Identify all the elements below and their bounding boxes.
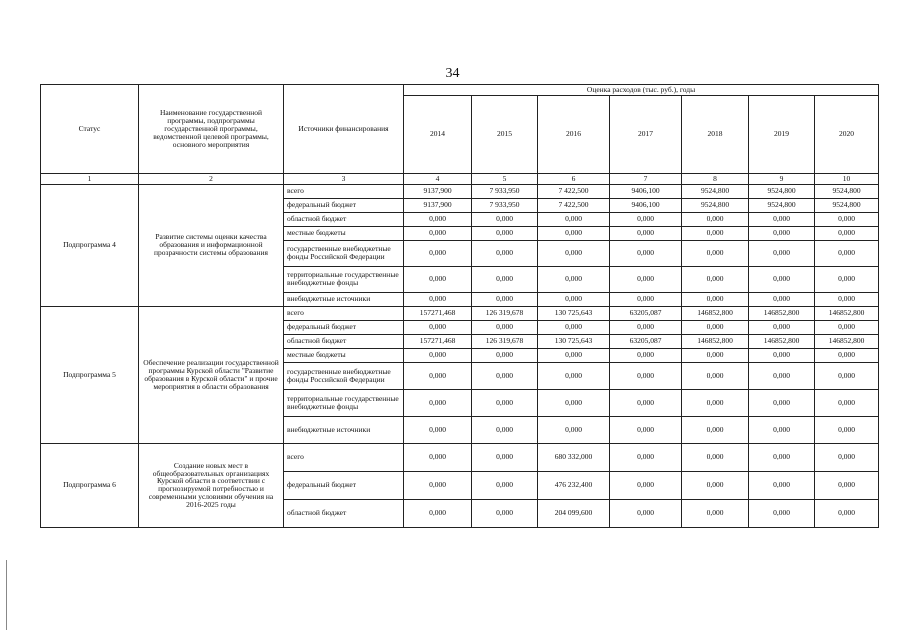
expense-value: 9137,900 xyxy=(404,184,472,198)
funding-source: внебюджетные источники xyxy=(284,416,404,443)
expense-value: 0,000 xyxy=(749,362,815,389)
header-status: Статус xyxy=(41,85,139,174)
expense-value: 9137,900 xyxy=(404,198,472,212)
expense-value: 146852,800 xyxy=(815,306,879,320)
column-index: 9 xyxy=(749,173,815,184)
header-funding-sources: Источники финансирования xyxy=(284,85,404,174)
expense-value: 0,000 xyxy=(404,292,472,306)
expense-value: 0,000 xyxy=(472,266,538,292)
funding-source: территориальные государственные внебюджетные фонды xyxy=(284,266,404,292)
expense-value: 0,000 xyxy=(472,292,538,306)
expense-value: 9524,800 xyxy=(749,184,815,198)
expense-value: 0,000 xyxy=(682,240,749,266)
expense-value: 7 933,950 xyxy=(472,198,538,212)
expense-value: 0,000 xyxy=(749,416,815,443)
expense-value: 0,000 xyxy=(815,416,879,443)
expense-value: 0,000 xyxy=(404,320,472,334)
expense-value: 0,000 xyxy=(682,471,749,499)
expense-value: 0,000 xyxy=(815,226,879,240)
expense-value: 0,000 xyxy=(404,499,472,527)
expense-value: 130 725,643 xyxy=(538,334,610,348)
funding-source: областной бюджет xyxy=(284,334,404,348)
expense-value: 9406,100 xyxy=(610,184,682,198)
expense-value: 0,000 xyxy=(404,416,472,443)
expense-value: 0,000 xyxy=(815,212,879,226)
expense-value: 0,000 xyxy=(682,292,749,306)
expense-value: 157271,468 xyxy=(404,306,472,320)
expense-value: 0,000 xyxy=(610,320,682,334)
table-row xyxy=(41,306,879,320)
expense-value: 0,000 xyxy=(749,266,815,292)
header-year: 2016 xyxy=(538,95,610,173)
expense-value: 63205,087 xyxy=(610,306,682,320)
funding-source: федеральный бюджет xyxy=(284,198,404,212)
expense-value: 146852,800 xyxy=(682,334,749,348)
column-index: 5 xyxy=(472,173,538,184)
column-index: 6 xyxy=(538,173,610,184)
subprogram-status: Подпрограмма 6 xyxy=(41,443,139,527)
expense-value: 7 933,950 xyxy=(472,184,538,198)
expense-value: 9524,800 xyxy=(749,198,815,212)
expense-value: 126 319,678 xyxy=(472,306,538,320)
funding-source: областной бюджет xyxy=(284,212,404,226)
expense-value: 0,000 xyxy=(610,443,682,471)
funding-source: федеральный бюджет xyxy=(284,471,404,499)
funding-source: областной бюджет xyxy=(284,499,404,527)
column-index: 8 xyxy=(682,173,749,184)
subprogram-name: Обеспечение реализации государственной программы Курской области "Развитие образования в Курской области" и прочие мероприятия в области образования xyxy=(139,306,284,443)
expense-value: 9524,800 xyxy=(682,184,749,198)
expense-value: 0,000 xyxy=(472,320,538,334)
expense-value: 476 232,400 xyxy=(538,471,610,499)
expense-value: 0,000 xyxy=(815,240,879,266)
expense-value: 146852,800 xyxy=(682,306,749,320)
expense-value: 0,000 xyxy=(404,212,472,226)
expense-value: 9406,100 xyxy=(610,198,682,212)
expense-value: 0,000 xyxy=(538,212,610,226)
expense-value: 126 319,678 xyxy=(472,334,538,348)
expense-value: 0,000 xyxy=(610,416,682,443)
expense-value: 0,000 xyxy=(538,416,610,443)
expense-value: 0,000 xyxy=(472,240,538,266)
subprogram-status: Подпрограмма 4 xyxy=(41,184,139,306)
expense-value: 146852,800 xyxy=(749,306,815,320)
expense-value: 130 725,643 xyxy=(538,306,610,320)
expense-value: 0,000 xyxy=(538,389,610,416)
expense-value: 0,000 xyxy=(749,292,815,306)
expense-value: 7 422,500 xyxy=(538,198,610,212)
budget-table xyxy=(40,84,879,528)
expense-value: 0,000 xyxy=(404,348,472,362)
expense-value: 0,000 xyxy=(472,362,538,389)
expense-value: 0,000 xyxy=(404,266,472,292)
expense-value: 0,000 xyxy=(538,320,610,334)
scan-margin-line xyxy=(6,560,7,630)
expense-value: 0,000 xyxy=(472,348,538,362)
header-program-name: Наименование государственной программы, подпрограммы государственной программы, ведомственной целевой программы, основного мероприятия xyxy=(139,85,284,174)
expense-value: 0,000 xyxy=(404,471,472,499)
expense-value: 0,000 xyxy=(538,266,610,292)
expense-value: 0,000 xyxy=(610,266,682,292)
funding-source: всего xyxy=(284,184,404,198)
expense-value: 0,000 xyxy=(610,348,682,362)
expense-value: 0,000 xyxy=(404,389,472,416)
column-index: 2 xyxy=(139,173,284,184)
table-row xyxy=(41,184,879,198)
header-expense-estimate: Оценка расходов (тыс. руб.), годы xyxy=(404,85,879,96)
expense-value: 0,000 xyxy=(682,443,749,471)
expense-value: 0,000 xyxy=(472,499,538,527)
expense-value: 7 422,500 xyxy=(538,184,610,198)
funding-source: государственные внебюджетные фонды Российской Федерации xyxy=(284,240,404,266)
expense-value: 0,000 xyxy=(815,266,879,292)
page-number: 34 xyxy=(445,66,460,81)
expense-value: 204 099,600 xyxy=(538,499,610,527)
expense-value: 0,000 xyxy=(472,389,538,416)
header-year: 2019 xyxy=(749,95,815,173)
expense-value: 0,000 xyxy=(404,362,472,389)
expense-value: 0,000 xyxy=(815,320,879,334)
expense-value: 0,000 xyxy=(682,226,749,240)
expense-value: 0,000 xyxy=(749,226,815,240)
header-year: 2020 xyxy=(815,95,879,173)
funding-source: государственные внебюджетные фонды Российской Федерации xyxy=(284,362,404,389)
expense-value: 9524,800 xyxy=(815,184,879,198)
funding-source: территориальные государственные внебюджетные фонды xyxy=(284,389,404,416)
expense-value: 0,000 xyxy=(815,348,879,362)
header-year: 2018 xyxy=(682,95,749,173)
expense-value: 0,000 xyxy=(749,499,815,527)
expense-value: 157271,468 xyxy=(404,334,472,348)
expense-value: 0,000 xyxy=(404,240,472,266)
funding-source: местные бюджеты xyxy=(284,348,404,362)
expense-value: 0,000 xyxy=(610,292,682,306)
expense-value: 0,000 xyxy=(815,471,879,499)
expense-value: 9524,800 xyxy=(815,198,879,212)
expense-value: 0,000 xyxy=(682,266,749,292)
table-row xyxy=(41,443,879,471)
expense-value: 0,000 xyxy=(610,240,682,266)
expense-value: 0,000 xyxy=(610,362,682,389)
header-year: 2014 xyxy=(404,95,472,173)
expense-value: 63205,087 xyxy=(610,334,682,348)
column-index: 1 xyxy=(41,173,139,184)
expense-value: 0,000 xyxy=(749,212,815,226)
funding-source: всего xyxy=(284,443,404,471)
header-year: 2017 xyxy=(610,95,682,173)
expense-value: 0,000 xyxy=(538,226,610,240)
expense-value: 0,000 xyxy=(749,443,815,471)
expense-value: 0,000 xyxy=(815,443,879,471)
expense-value: 0,000 xyxy=(472,416,538,443)
expense-value: 0,000 xyxy=(404,226,472,240)
expense-value: 146852,800 xyxy=(749,334,815,348)
subprogram-name: Развитие системы оценки качества образования и информационной прозрачности системы образования xyxy=(139,184,284,306)
column-index: 10 xyxy=(815,173,879,184)
expense-value: 0,000 xyxy=(610,499,682,527)
expense-value: 0,000 xyxy=(472,443,538,471)
expense-value: 0,000 xyxy=(682,416,749,443)
expense-value: 0,000 xyxy=(682,320,749,334)
expense-value: 0,000 xyxy=(610,389,682,416)
expense-value: 0,000 xyxy=(610,212,682,226)
expense-value: 0,000 xyxy=(682,499,749,527)
header-year: 2015 xyxy=(472,95,538,173)
expense-value: 0,000 xyxy=(749,471,815,499)
column-index: 7 xyxy=(610,173,682,184)
expense-value: 0,000 xyxy=(538,348,610,362)
expense-value: 0,000 xyxy=(610,226,682,240)
expense-value: 0,000 xyxy=(749,389,815,416)
expense-value: 0,000 xyxy=(472,212,538,226)
table-body xyxy=(41,184,879,527)
expense-value: 0,000 xyxy=(538,362,610,389)
expense-value: 0,000 xyxy=(682,212,749,226)
funding-source: местные бюджеты xyxy=(284,226,404,240)
expense-value: 0,000 xyxy=(682,348,749,362)
subprogram-name: Создание новых мест в общеобразовательных организациях Курской области в соответствии с прогнозируемой потребностью и современными условиями обучения на 2016-2025 годы xyxy=(139,443,284,527)
expense-value: 0,000 xyxy=(749,348,815,362)
expense-value: 680 332,000 xyxy=(538,443,610,471)
expense-value: 0,000 xyxy=(610,471,682,499)
subprogram-status: Подпрограмма 5 xyxy=(41,306,139,443)
expense-value: 0,000 xyxy=(815,499,879,527)
expense-value: 0,000 xyxy=(538,240,610,266)
expense-value: 0,000 xyxy=(815,389,879,416)
expense-value: 0,000 xyxy=(682,389,749,416)
expense-value: 0,000 xyxy=(682,362,749,389)
column-index: 3 xyxy=(284,173,404,184)
expense-value: 9524,800 xyxy=(682,198,749,212)
expense-value: 0,000 xyxy=(749,320,815,334)
expense-value: 0,000 xyxy=(815,362,879,389)
expense-value: 0,000 xyxy=(538,292,610,306)
expense-value: 0,000 xyxy=(749,240,815,266)
expense-value: 0,000 xyxy=(472,226,538,240)
expense-value: 0,000 xyxy=(815,292,879,306)
column-index: 4 xyxy=(404,173,472,184)
expense-value: 0,000 xyxy=(472,471,538,499)
funding-source: внебюджетные источники xyxy=(284,292,404,306)
funding-source: федеральный бюджет xyxy=(284,320,404,334)
expense-value: 146852,800 xyxy=(815,334,879,348)
funding-source: всего xyxy=(284,306,404,320)
expense-value: 0,000 xyxy=(404,443,472,471)
